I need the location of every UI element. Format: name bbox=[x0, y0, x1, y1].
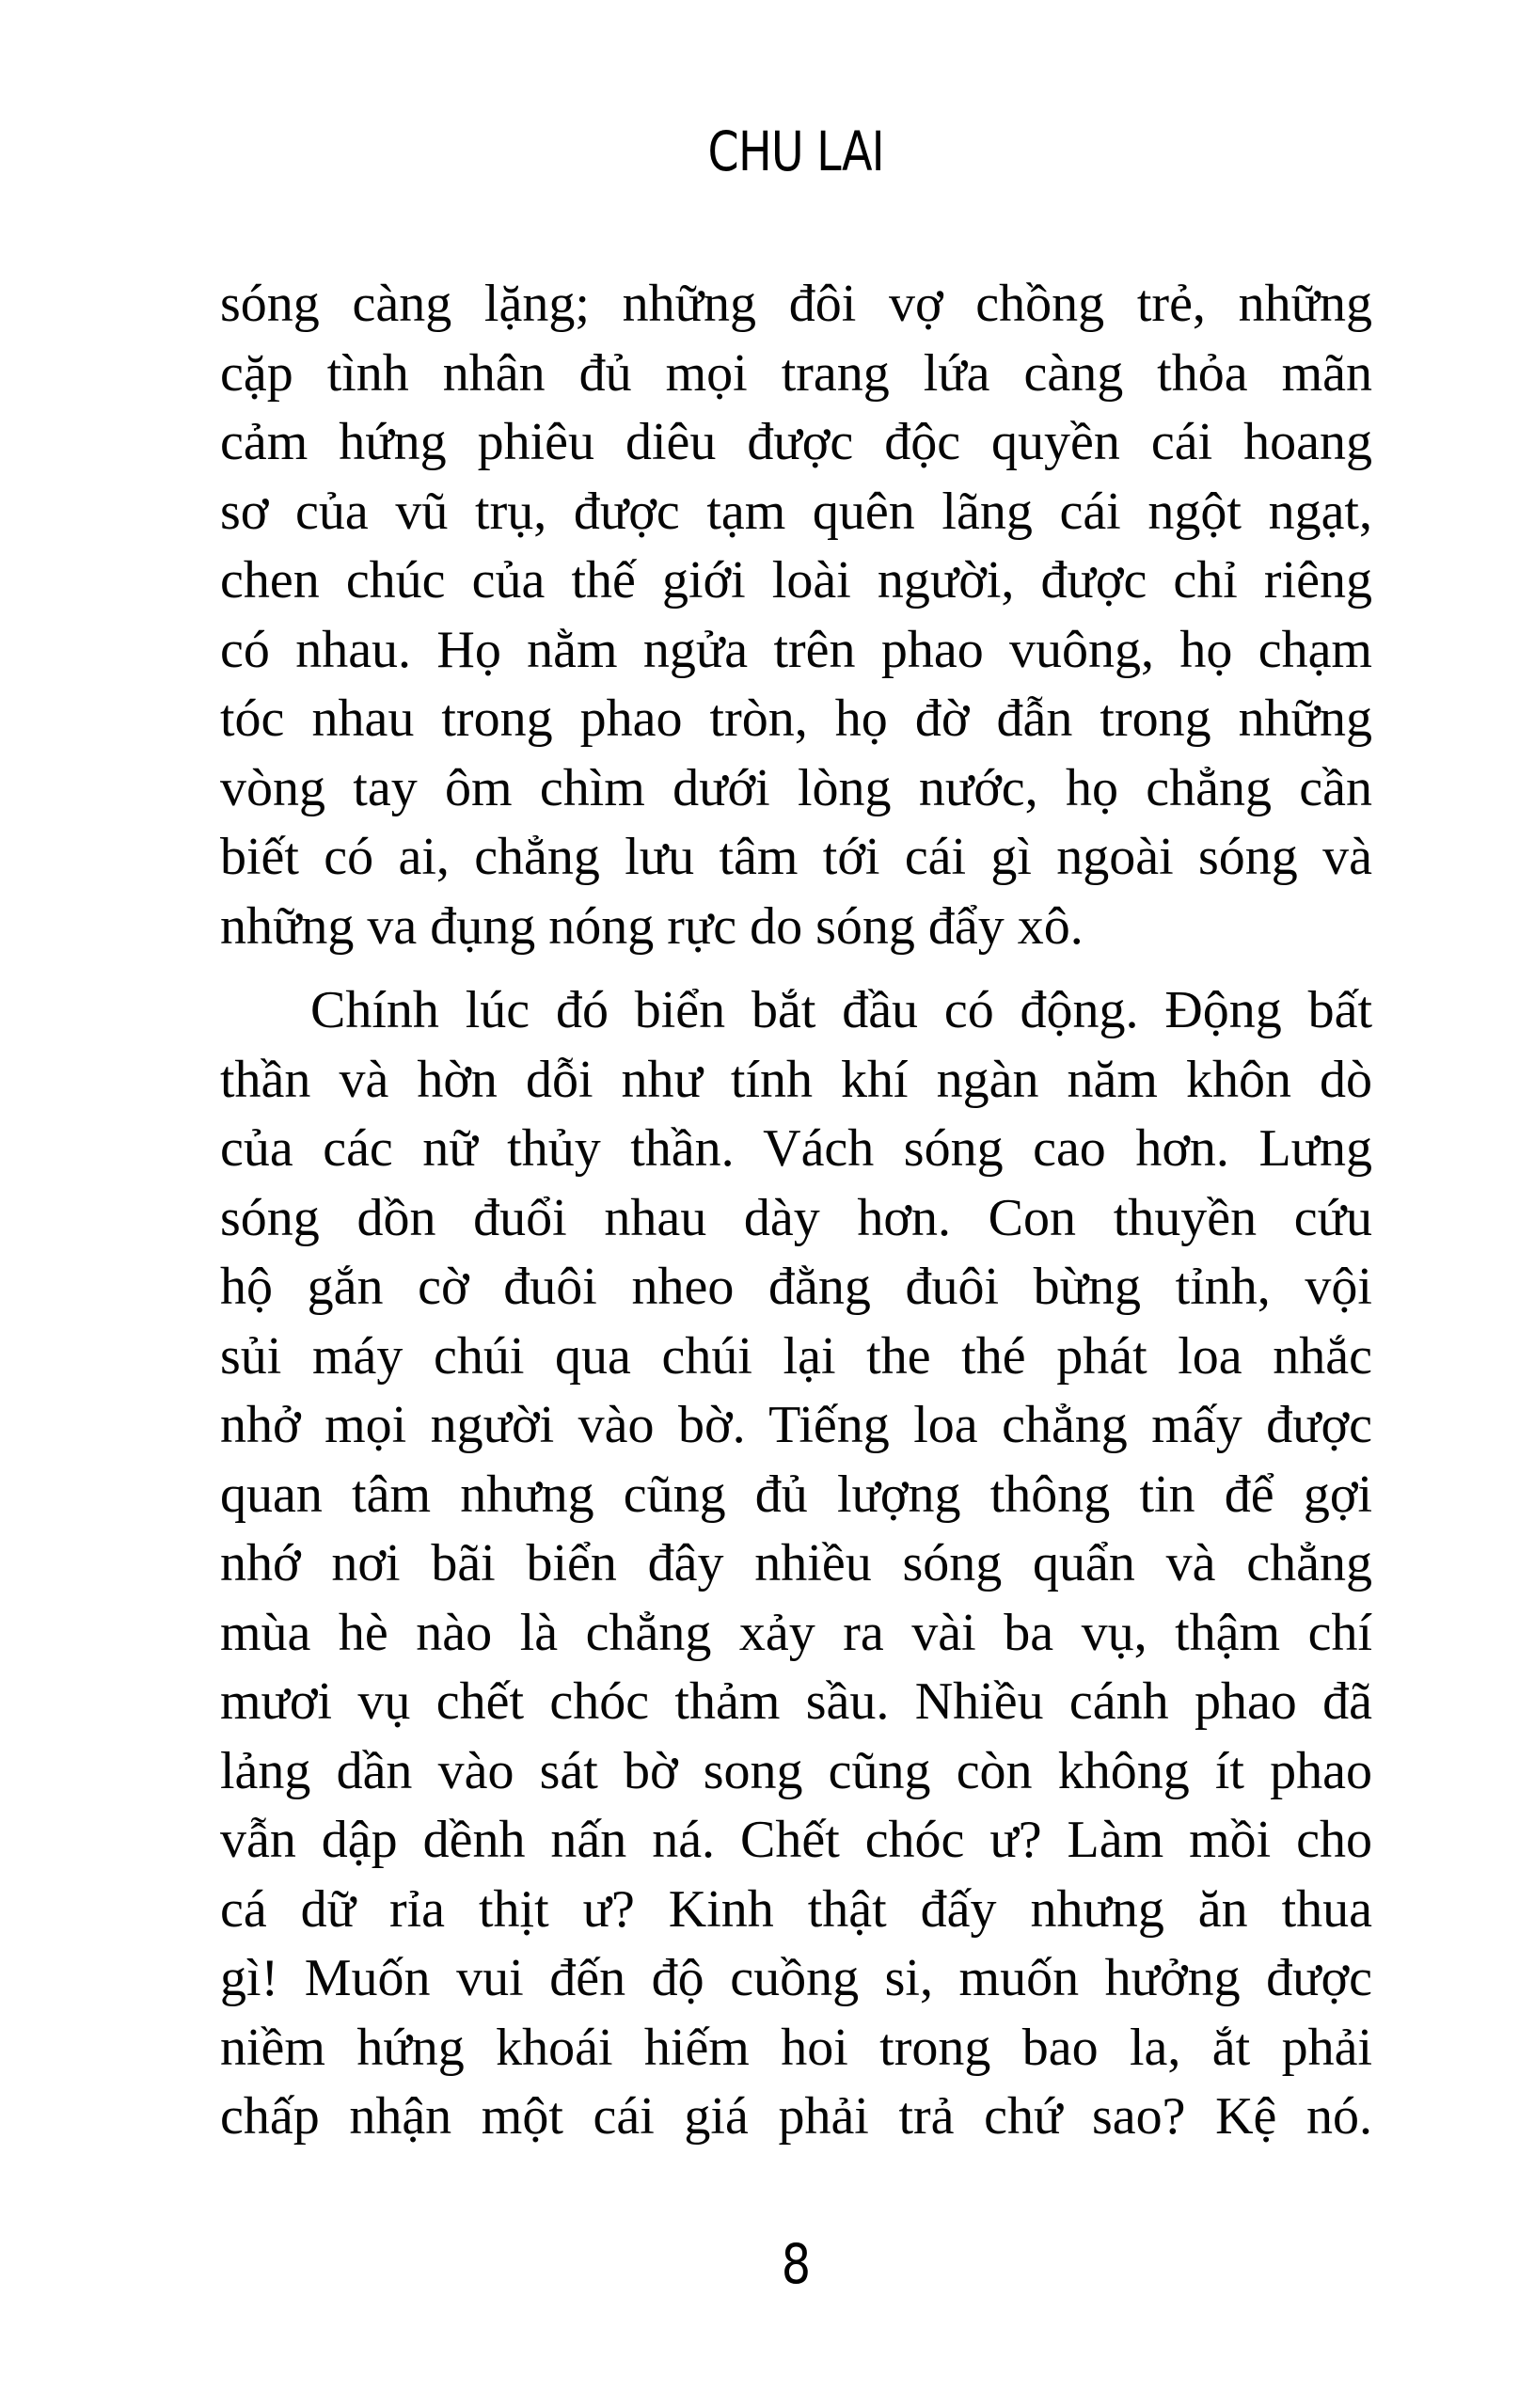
text-line: mùa hè nào là chẳng xảy ra vài ba vụ, thậm chí bbox=[220, 1603, 1372, 1662]
text-line: tóc nhau trong phao tròn, họ đờ đẫn trong những bbox=[220, 689, 1372, 748]
text-line: chen chúc của thế giới loài người, được chỉ riêng bbox=[220, 551, 1372, 610]
text-line: cá dữ rỉa thịt ư? Kinh thật đấy nhưng ăn thua bbox=[220, 1879, 1372, 1939]
page-number bbox=[0, 2231, 1519, 2297]
running-head-author: CHU LAI bbox=[707, 119, 885, 183]
text-line-last: chấp nhận một cái giá phải trả chứ sao? Kệ nó. bbox=[220, 2087, 1372, 2146]
text-line: thần và hờn dỗi như tính khí ngàn năm khôn dò bbox=[220, 1050, 1372, 1109]
text-line-first: Chính lúc đó biển bắt đầu có động. Động bất bbox=[310, 981, 1372, 1039]
text-line: niềm hứng khoái hiếm hoi trong bao la, ắt phải bbox=[220, 2018, 1372, 2077]
text-line: quan tâm nhưng cũng đủ lượng thông tin để gợi bbox=[220, 1465, 1372, 1524]
page-number-value: 8 bbox=[781, 2232, 812, 2296]
text-line: sóng càng lặng; những đôi vợ chồng trẻ, những bbox=[220, 275, 1372, 333]
text-line: lảng dần vào sát bờ song cũng còn không ít phao bbox=[220, 1741, 1372, 1800]
body-text bbox=[220, 270, 1372, 2152]
text-line: sơ của vũ trụ, được tạm quên lãng cái ngột ngạt, bbox=[220, 482, 1372, 541]
text-line-last: những va đụng nóng rực do sóng đẩy xô. bbox=[220, 896, 1084, 956]
text-line: vẫn dập dềnh nấn ná. Chết chóc ư? Làm mồi cho bbox=[220, 1811, 1372, 1869]
text-line: nhớ nơi bãi biển đây nhiều sóng quẩn và chẳng bbox=[220, 1534, 1372, 1592]
text-line: vòng tay ôm chìm dưới lòng nước, họ chẳng cần bbox=[220, 758, 1372, 817]
text-line: có nhau. Họ nằm ngửa trên phao vuông, họ chạm bbox=[220, 620, 1372, 679]
text-line: cảm hứng phiêu diêu được độc quyền cái hoang bbox=[220, 413, 1372, 471]
running-head bbox=[0, 119, 1519, 184]
text-line: của các nữ thủy thần. Vách sóng cao hơn. Lưng bbox=[220, 1119, 1372, 1178]
paragraph-1 bbox=[220, 270, 1372, 961]
text-line: mươi vụ chết chóc thảm sầu. Nhiều cánh phao đã bbox=[220, 1672, 1372, 1731]
paragraph-2 bbox=[220, 976, 1372, 2152]
text-line: biết có ai, chẳng lưu tâm tới cái gì ngoài sóng và bbox=[220, 828, 1372, 886]
text-line: hộ gắn cờ đuôi nheo đằng đuôi bừng tỉnh, vội bbox=[220, 1258, 1372, 1316]
text-line: cặp tình nhân đủ mọi trang lứa càng thỏa mãn bbox=[220, 343, 1372, 403]
text-line: sóng dồn đuổi nhau dày hơn. Con thuyền cứu bbox=[220, 1188, 1372, 1247]
text-line: sủi máy chúi qua chúi lại the thé phát loa nhắc bbox=[220, 1326, 1372, 1386]
text-line: nhở mọi người vào bờ. Tiếng loa chẳng mấy được bbox=[220, 1396, 1372, 1454]
text-line: gì! Muốn vui đến độ cuồng si, muốn hưởng được bbox=[220, 1949, 1372, 2007]
